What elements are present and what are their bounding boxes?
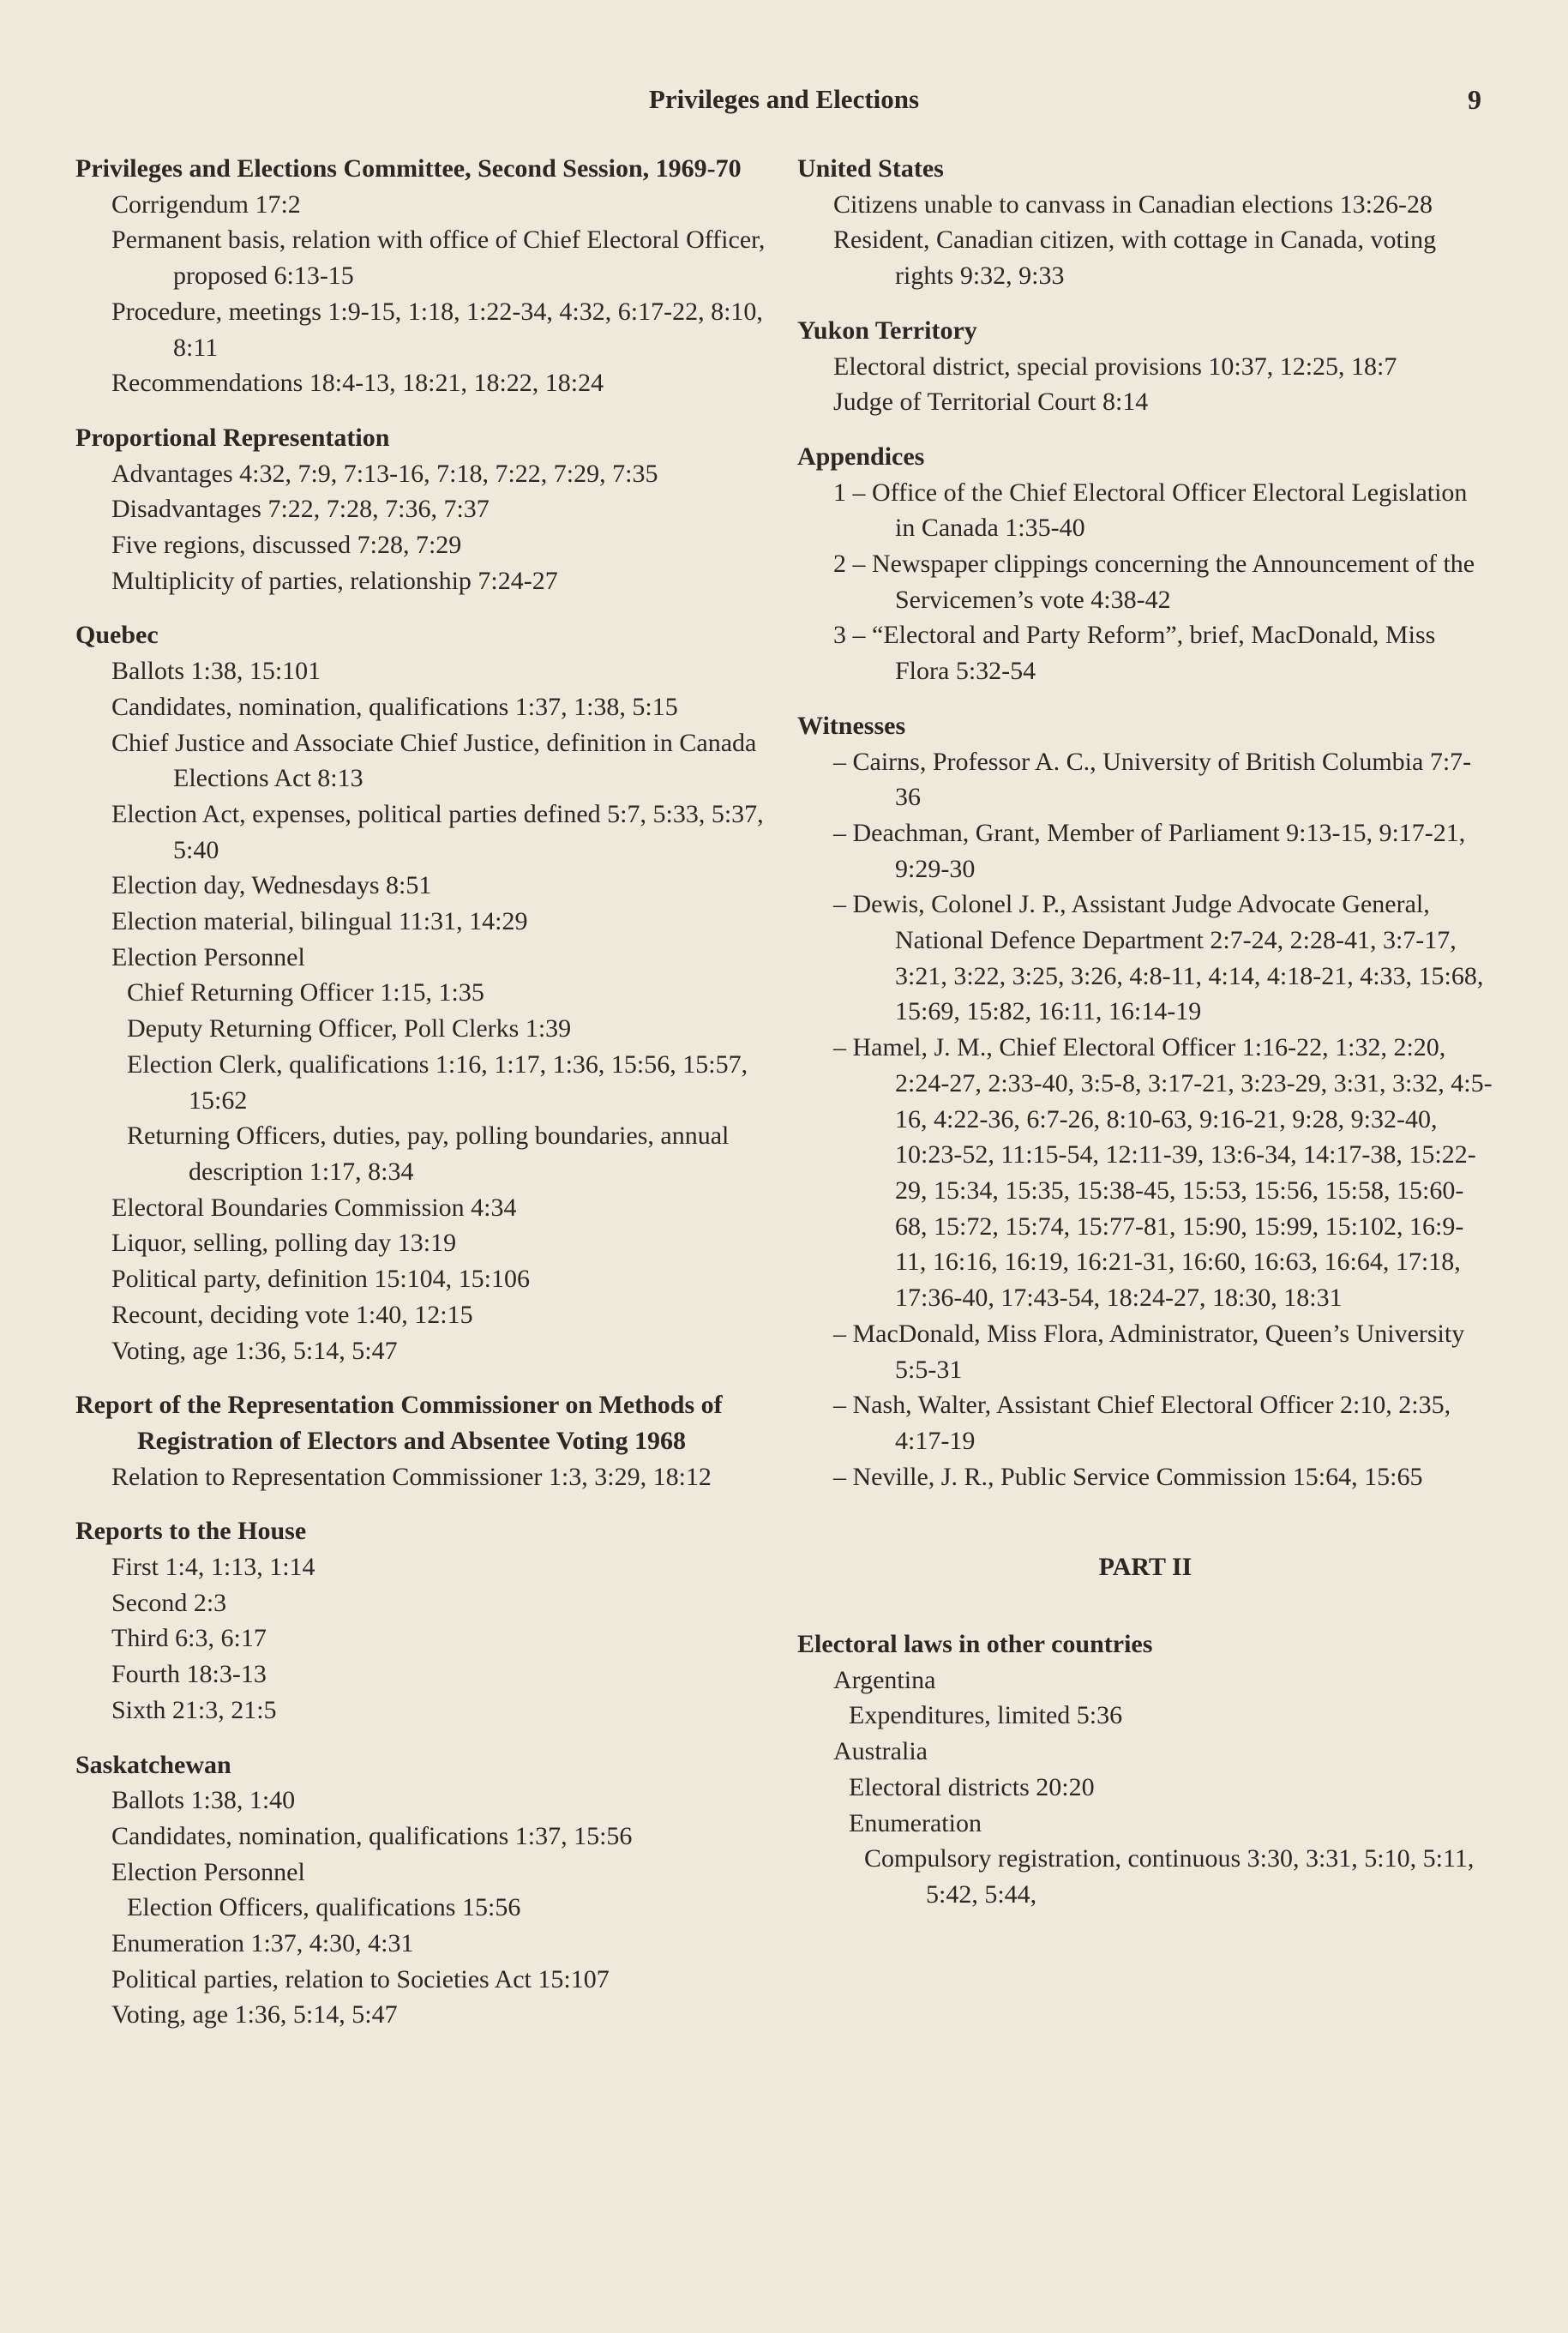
section-heading: United States bbox=[797, 154, 944, 183]
index-entry: Political party, definition 15:104, 15:106 bbox=[111, 1265, 530, 1294]
index-entry: Returning Officers, duties, pay, polling boundaries, annual description 1:17, 8:34 bbox=[127, 1121, 730, 1186]
index-entry: Fourth 18:3-13 bbox=[111, 1660, 267, 1689]
index-entry: Candidates, nomination, qualifications 1:37, 1:38, 5:15 bbox=[111, 692, 678, 721]
index-section bbox=[75, 420, 775, 599]
index-entry: Political parties, relation to Societies Act 15:107 bbox=[111, 1964, 610, 1993]
index-entry: Election Personnel bbox=[111, 942, 305, 971]
section-heading: Reports to the House bbox=[75, 1517, 307, 1546]
index-entry: Third 6:3, 6:17 bbox=[111, 1624, 267, 1653]
index-section bbox=[75, 151, 775, 401]
index-entry: Permanent basis, relation with office of Chief Electoral Officer, proposed 6:13-15 bbox=[111, 225, 766, 291]
index-entry: Deputy Returning Officer, Poll Clerks 1:39 bbox=[127, 1014, 572, 1043]
index-entry: Election Officers, qualifications 15:56 bbox=[127, 1893, 521, 1922]
index-entry: Multiplicity of parties, relationship 7:24-27 bbox=[111, 566, 558, 595]
index-entry: Chief Returning Officer 1:15, 1:35 bbox=[127, 978, 484, 1007]
index-section bbox=[75, 1387, 775, 1494]
section-heading: Privileges and Elections Committee, Second Session, 1969-70 bbox=[75, 154, 742, 183]
index-entry: Procedure, meetings 1:9-15, 1:18, 1:22-34, 4:32, 6:17-22, 8:10, 8:11 bbox=[111, 297, 763, 362]
index-entry: Expenditures, limited 5:36 bbox=[849, 1701, 1123, 1730]
index-entry: – Deachman, Grant, Member of Parliament 9:13-15, 9:17-21, 9:29-30 bbox=[833, 818, 1466, 883]
index-entry: Compulsory registration, continuous 3:30, 3:31, 5:10, 5:11, 5:42, 5:44, bbox=[864, 1844, 1475, 1909]
index-section bbox=[797, 313, 1493, 420]
index-entry: Election material, bilingual 11:31, 14:29 bbox=[111, 907, 528, 936]
index-entry: Disadvantages 7:22, 7:28, 7:36, 7:37 bbox=[111, 495, 490, 524]
index-entry: 3 – “Electoral and Party Reform”, brief, MacDonald, Miss Flora 5:32-54 bbox=[833, 621, 1436, 686]
index-entry: Liquor, selling, polling day 13:19 bbox=[111, 1229, 457, 1258]
index-entry: – Nash, Walter, Assistant Chief Electoral Officer 2:10, 2:35, 4:17-19 bbox=[833, 1391, 1451, 1455]
index-entry: Australia bbox=[833, 1737, 928, 1766]
section-heading: Yukon Territory bbox=[797, 316, 977, 345]
index-entry: Enumeration 1:37, 4:30, 4:31 bbox=[111, 1929, 414, 1958]
left-column bbox=[75, 151, 775, 2052]
index-entry: Resident, Canadian citizen, with cottage in Canada, voting rights 9:32, 9:33 bbox=[833, 225, 1437, 291]
section-heading: Appendices bbox=[797, 442, 925, 471]
index-section bbox=[797, 708, 1493, 1494]
index-entry: Election Personnel bbox=[111, 1857, 305, 1886]
index-section bbox=[75, 617, 775, 1368]
running-title: Privileges and Elections bbox=[648, 84, 920, 114]
section-heading: Quebec bbox=[75, 621, 159, 650]
index-section bbox=[75, 1747, 775, 2034]
index-entry: – Cairns, Professor A. C., University of British Columbia 7:7-36 bbox=[833, 747, 1472, 812]
index-entry: – Neville, J. R., Public Service Commission 15:64, 15:65 bbox=[833, 1462, 1423, 1491]
index-entry: – MacDonald, Miss Flora, Administrator, Queen’s University 5:5-31 bbox=[833, 1319, 1465, 1384]
section-heading: Saskatchewan bbox=[75, 1750, 231, 1779]
index-entry: Chief Justice and Associate Chief Justice, definition in Canada Elections Act 8:13 bbox=[111, 728, 757, 793]
index-section bbox=[797, 1626, 1493, 1913]
index-entry: Advantages 4:32, 7:9, 7:13-16, 7:18, 7:22, 7:29, 7:35 bbox=[111, 459, 658, 488]
right-column bbox=[797, 151, 1493, 1932]
index-entry: Electoral district, special provisions 10:37, 12:25, 18:7 bbox=[833, 352, 1397, 381]
index-entry: Election Clerk, qualifications 1:16, 1:17, 1:36, 15:56, 15:57, 15:62 bbox=[127, 1049, 748, 1115]
index-entry: Relation to Representation Commissioner 1:3, 3:29, 18:12 bbox=[111, 1462, 712, 1491]
section-heading: Report of the Representation Commissioner on Methods of Registration of Electors and Absentee Voting 1968 bbox=[75, 1391, 723, 1455]
index-entry: Candidates, nomination, qualifications 1:37, 15:56 bbox=[111, 1821, 633, 1850]
index-entry: 1 – Office of the Chief Electoral Officer Electoral Legislation in Canada 1:35-40 bbox=[833, 478, 1468, 543]
section-heading: Proportional Representation bbox=[75, 423, 390, 452]
index-entry: Ballots 1:38, 1:40 bbox=[111, 1786, 296, 1815]
index-entry: Ballots 1:38, 15:101 bbox=[111, 657, 321, 686]
index-entry: Voting, age 1:36, 5:14, 5:47 bbox=[111, 2000, 398, 2029]
index-entry: – Dewis, Colonel J. P., Assistant Judge Advocate General, National Defence Department 2:7-24, 2:28-41, 3:7-17, 3:21, 3:22, 3:25, 3:26, 4:8-11, 4:14, 4:18-21, 4:33, 15:68, 15:69, 15:82, 16:11, 16:14-19 bbox=[833, 890, 1484, 1026]
index-entry: Five regions, discussed 7:28, 7:29 bbox=[111, 531, 462, 560]
index-entry: Voting, age 1:36, 5:14, 5:47 bbox=[111, 1336, 398, 1365]
index-entry: – Hamel, J. M., Chief Electoral Officer 1:16-22, 1:32, 2:20, 2:24-27, 2:33-40, 3:5-8, 3:17-21, 3:23-29, 3:31, 3:32, 4:5-16, 4:22-36, 6:7-26, 8:10-63, 9:16-21, 9:28, 9:32-40, 10:23-52, 11:15-54, 12:11-39, 13:6-34, 14:17-38, 15:22-29, 15:34, 15:35, 15:38-45, 15:53, 15:56, 15:58, 15:60-68, 15:72, 15:74, 15:77-81, 15:90, 15:99, 15:102, 16:9-11, 16:16, 16:19, 16:21-31, 16:60, 16:63, 16:64, 17:18, 17:36-40, 17:43-54, 18:24-27, 18:30, 18:31 bbox=[833, 1033, 1493, 1313]
index-entry: Sixth 21:3, 21:5 bbox=[111, 1695, 277, 1724]
section-heading: Witnesses bbox=[797, 711, 906, 740]
index-entry: Election Act, expenses, political parties defined 5:7, 5:33, 5:37, 5:40 bbox=[111, 799, 764, 864]
page-number: 9 bbox=[1468, 84, 1481, 115]
index-entry: Corrigendum 17:2 bbox=[111, 189, 301, 219]
index-entry: 2 – Newspaper clippings concerning the Announcement of the Servicemen’s vote 4:38-42 bbox=[833, 550, 1475, 614]
index-section bbox=[797, 151, 1493, 294]
index-entry: Second 2:3 bbox=[111, 1588, 227, 1617]
index-section bbox=[75, 1513, 775, 1728]
index-entry: Citizens unable to canvass in Canadian elections 13:26-28 bbox=[833, 189, 1433, 219]
index-entry: Judge of Territorial Court 8:14 bbox=[833, 388, 1149, 417]
index-entry: Election day, Wednesdays 8:51 bbox=[111, 871, 432, 900]
part-title: PART II bbox=[1098, 1553, 1193, 1582]
index-entry: Electoral districts 20:20 bbox=[849, 1772, 1095, 1801]
section-heading: Electoral laws in other countries bbox=[797, 1630, 1153, 1659]
index-entry: Recommendations 18:4-13, 18:21, 18:22, 18:24 bbox=[111, 369, 604, 398]
index-entry: First 1:4, 1:13, 1:14 bbox=[111, 1553, 315, 1582]
index-entry: Electoral Boundaries Commission 4:34 bbox=[111, 1193, 517, 1222]
index-entry: Enumeration bbox=[849, 1808, 982, 1837]
index-entry: Recount, deciding vote 1:40, 12:15 bbox=[111, 1300, 473, 1329]
index-section bbox=[797, 439, 1493, 689]
index-entry: Argentina bbox=[833, 1665, 936, 1694]
